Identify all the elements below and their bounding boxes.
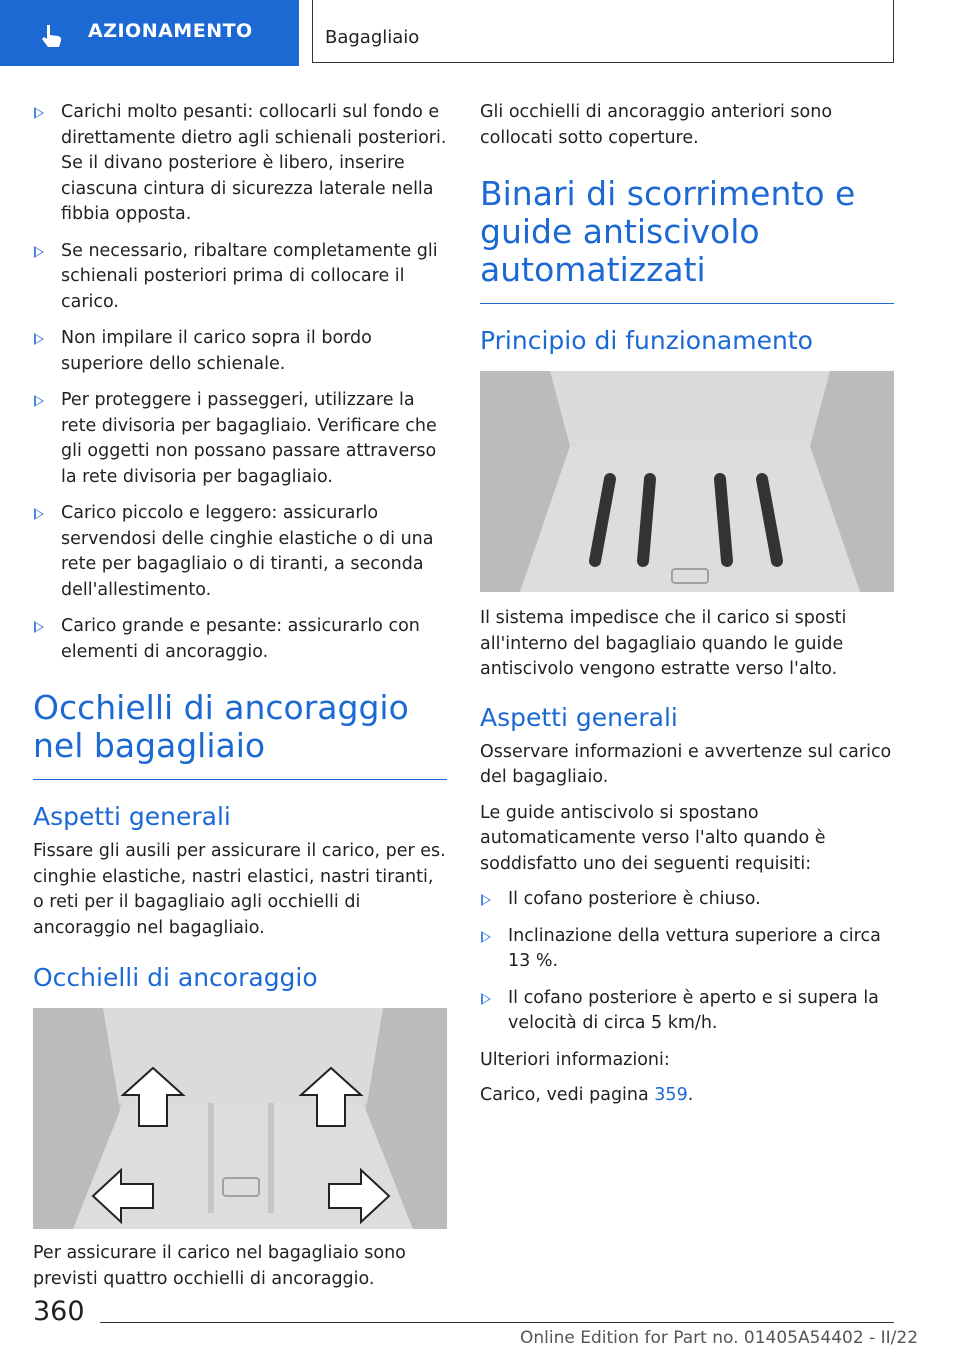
- bullet-triangle-icon: [34, 508, 44, 520]
- left-column: [33, 100, 447, 1302]
- photo-caption: Per assicurare il carico nel bagagliaio sono previsti quattro occhielli di ancoraggio.: [33, 1243, 406, 1289]
- footer-divider: [100, 1322, 894, 1323]
- page-header: [0, 0, 960, 66]
- bullet-triangle-icon: [481, 993, 491, 1005]
- bullet-triangle-icon: [34, 621, 44, 633]
- page-link[interactable]: 359: [654, 1085, 688, 1105]
- hand-pointer-icon: [38, 22, 66, 50]
- subheading: Principio di funzionamento: [480, 326, 813, 355]
- edition-label: Online Edition for Part no. 01405A54402 - II/22: [520, 1328, 919, 1348]
- bullet-triangle-icon: [34, 246, 44, 258]
- list-item: Per proteggere i passeggeri, utilizzare la rete divisoria per bagagliaio. Verificare che gli oggetti non possano passare attraverso la rete divisoria per bagagliaio.: [33, 388, 447, 490]
- paragraph: Ulteriori informazioni:: [480, 1049, 670, 1070]
- list-item: Inclinazione della vettura superiore a circa 13 %.: [480, 924, 894, 975]
- chapter-box: [312, 0, 894, 63]
- subheading: Aspetti generali: [33, 802, 231, 831]
- bullet-triangle-icon: [34, 107, 44, 119]
- list-item: Se necessario, ribaltare completamente gli schienali posteriori prima di collocare il carico.: [33, 239, 447, 316]
- subheading: Aspetti generali: [480, 702, 678, 732]
- list-item: Il cofano posteriore è chiuso.: [480, 887, 894, 913]
- cross-reference: Carico, vedi pagina 359.: [480, 1085, 694, 1105]
- list-item: Carico piccolo e leggero: assicurarlo servendosi delle cinghie elastiche o di una rete per bagagliaio o di tiranti, a seconda dell'allestimento.: [33, 501, 447, 603]
- paragraph: Il sistema impedisce che il carico si sposti all'interno del bagagliaio quando le guide antiscivolo vengono estratte verso l'alto.: [480, 608, 847, 679]
- bullet-triangle-icon: [34, 333, 44, 345]
- paragraph: Le guide antiscivolo si spostano automaticamente verso l'alto quando è soddisfatto uno dei seguenti requisiti:: [480, 802, 826, 874]
- paragraph: Fissare gli ausili per assicurare il carico, per es. cinghie elastiche, nastri elastici, nastri tiranti, o reti per il bagagliaio agli occhielli di ancoraggio nel bagagliaio.: [33, 841, 446, 938]
- chapter-title: Bagagliaio: [325, 27, 420, 48]
- paragraph: Gli occhielli di ancoraggio anteriori sono collocati sotto coperture.: [480, 102, 833, 148]
- bullet-triangle-icon: [34, 395, 44, 407]
- subheading: Occhielli di ancoraggio: [33, 963, 318, 992]
- bullet-triangle-icon: [481, 931, 491, 943]
- list-item: Carichi molto pesanti: collocarli sul fondo e direttamente dietro agli schienali posteriori. Se il divano posteriore è libero, inserire ciascuna cintura di sicurezza laterale nella fibbia opposta.: [33, 100, 447, 228]
- section-heading: Binari di scorrimento e guide antiscivolo automatizzati: [480, 174, 856, 289]
- heading-divider: [480, 303, 894, 304]
- heading-divider: [33, 779, 447, 780]
- bullet-triangle-icon: [481, 894, 491, 906]
- list-item: Carico grande e pesante: assicurarlo con elementi di ancoraggio.: [33, 614, 447, 665]
- page-number: 360: [33, 1296, 85, 1327]
- anchor-points-photo: [33, 1008, 447, 1229]
- list-item: Non impilare il carico sopra il bordo superiore dello schienale.: [33, 326, 447, 377]
- anti-slip-rails-photo: [480, 371, 894, 592]
- section-label: AZIONAMENTO: [88, 20, 253, 42]
- section-heading: Occhielli di ancoraggio nel bagagliaio: [33, 688, 409, 765]
- right-column: [480, 100, 894, 1119]
- section-tab: [0, 0, 299, 66]
- list-item: Il cofano posteriore è aperto e si supera la velocità di circa 5 km/h.: [480, 986, 894, 1037]
- paragraph: Osservare informazioni e avvertenze sul carico del bagagliaio.: [480, 741, 892, 787]
